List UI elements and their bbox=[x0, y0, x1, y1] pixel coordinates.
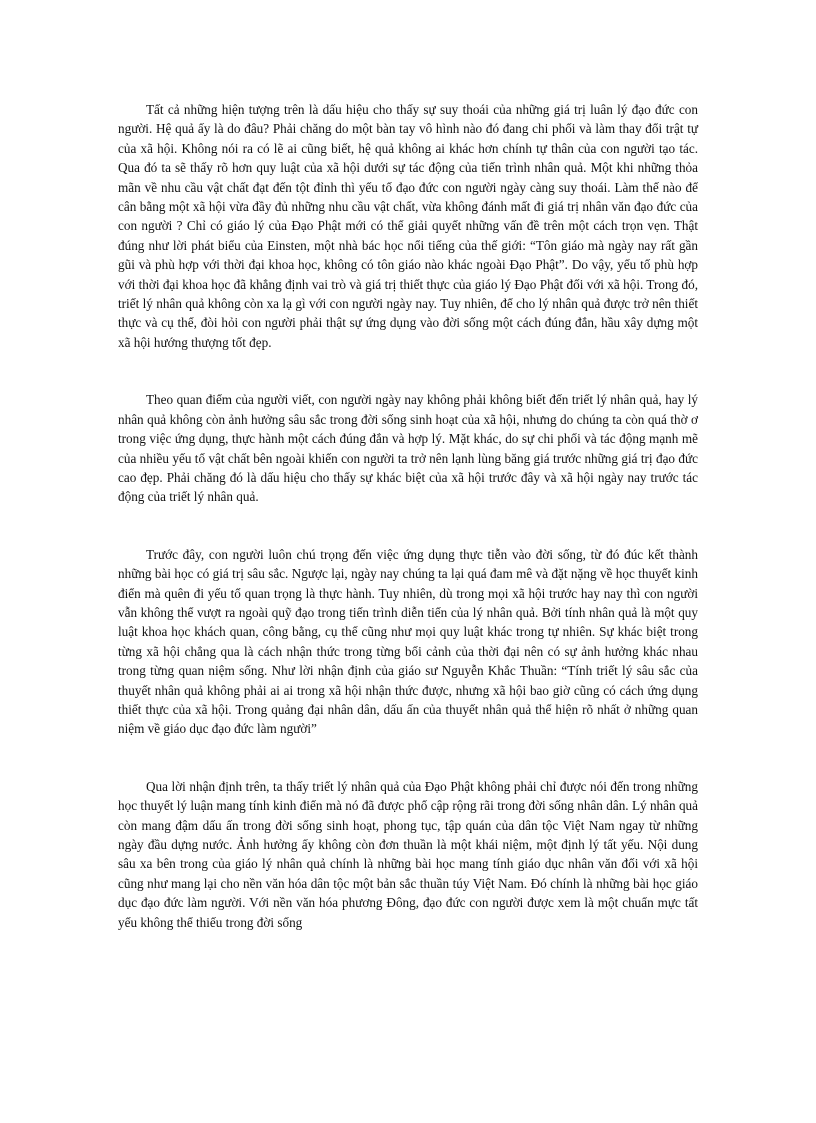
paragraph-3: Trước đây, con người luôn chú trọng đến việc ứng dụng thực tiễn vào đời sống, từ đó đúc kết thành những bài học có giá trị sâu sắc. Ngược lại, ngày nay chúng ta lại quá đam mê và đặt nặng về học thuyết kinh điển mà quên đi yếu tố quan trọng là thực hành. Tuy nhiên, dù trong mọi xã hội trước hay nay thì con người vẫn không thể vượt ra ngoài quỹ đạo trong tiến trình diễn tiến của lý nhân quả. Bởi tính nhân quả là một quy luật khoa học khách quan, công bằng, cụ thể cũng như mọi quy luật khác trong tự nhiên. Sự khác biệt trong từng xã hội chẳng qua là cách nhận thức trong từng bối cảnh của thời đại nên có sự ảnh hưởng khác nhau trong từng quan niệm sống. Như lời nhận định của giáo sư Nguyễn Khắc Thuần: “Tính triết lý sâu sắc của thuyết nhân quả không phải ai ai trong xã hội nhận thức được, nhưng xã hội bao giờ cũng có cách ứng dụng thiết thực của xã hội. Trong quảng đại nhân dân, dấu ấn của thuyết nhân quả thể hiện rõ nhất ở những quan niệm về giáo dục đạo đức làm người” bbox=[118, 546, 698, 737]
paragraph-2: Theo quan điểm của người viết, con người ngày nay không phải không biết đến triết lý nhân quả, hay lý nhân quả không còn ảnh hưởng sâu sắc trong đời sống sinh hoạt của xã hội, nhưng do chúng ta còn quá thờ ơ trong việc ứng dụng, thực hành một cách đúng đắn và hợp lý. Mặt khác, do sự chi phối và tác động mạnh mẽ của nhiều yếu tố vật chất bên ngoài khiến con người ta trở nên lạnh lùng băng giá trước những giá trị đạo đức cao đẹp. Phải chăng đó là dấu hiệu cho thấy sự khác biệt của xã hội trước đây và xã hội ngày nay trước tác động của triết lý nhân quả. bbox=[118, 392, 698, 505]
paragraph-1: Tất cả những hiện tượng trên là dấu hiệu cho thấy sự suy thoái của những giá trị luân lý đạo đức con người. Hệ quả ấy là do đâu? Phải chăng do một bàn tay vô hình nào đó đang chi phối và làm thay đổi trật tự của xã hội. Không nói ra có lẽ ai cũng biết, hệ quả không ai khác hơn chính tự thân của con người tạo tác. Qua đó ta sẽ thấy rõ hơn quy luật của xã hội dưới sự tác động của tiến trình nhân quả. Một khi những thỏa mãn về nhu cầu vật chất đạt đến tột đỉnh thì yếu tố đạo đức con người ngày càng suy thoái. Làm thế nào để cân bằng một xã hội vừa đầy đủ những nhu cầu vật chất, vừa không đánh mất đi giá trị nhân văn đạo đức của con người ? Chỉ có giáo lý của Đạo Phật mới có thể giải quyết những vấn đề trên một cách trọn vẹn. Thật đúng như lời phát biểu của Einsten, một nhà bác học nổi tiếng của thế giới: “Tôn giáo mà ngày nay rất gần gũi và phù hợp với thời đại khoa học, không có tôn giáo nào khác ngoài Đạo Phật”. Do vậy, yếu tố phù hợp với thời đại khoa học đã khẳng định vai trò và giá trị thiết thực của giáo lý Đạo Phật đối với xã hội. Trong đó, triết lý nhân quả không còn xa lạ gì với con người ngày nay. Tuy nhiên, để cho lý nhân quả được trở nên thiết thực và cụ thể, đòi hỏi con người phải thật sự ứng dụng vào đời sống một cách đúng đắn, hầu xây dựng một xã hội hướng thượng tốt đẹp. bbox=[118, 102, 698, 350]
document-page bbox=[118, 100, 698, 932]
paragraph-4: Qua lời nhận định trên, ta thấy triết lý nhân quả của Đạo Phật không phải chỉ được nói đến trong những học thuyết lý luận mang tính kinh điển mà nó đã được phổ cập rộng rãi trong đời sống nhân dân. Lý nhân quả còn mang đậm dấu ấn trong đời sống sinh hoạt, phong tục, tập quán của dân tộc Việt Nam ngay từ những ngày đầu dựng nước. Ảnh hưởng ấy không còn đơn thuần là một khái niệm, một định lý tất yếu. Nội dung sâu xa bên trong của giáo lý nhân quả chính là những bài học mang tính giáo dục nhân văn đối với xã hội cũng như mang lại cho nền văn hóa dân tộc một bản sắc thuần túy Việt Nam. Đó chính là những bài học giáo dục đạo đức làm người. Với nền văn hóa phương Đông, đạo đức con người được xem là một chuẩn mực tất yếu không thể thiếu trong đời sống bbox=[118, 778, 698, 930]
